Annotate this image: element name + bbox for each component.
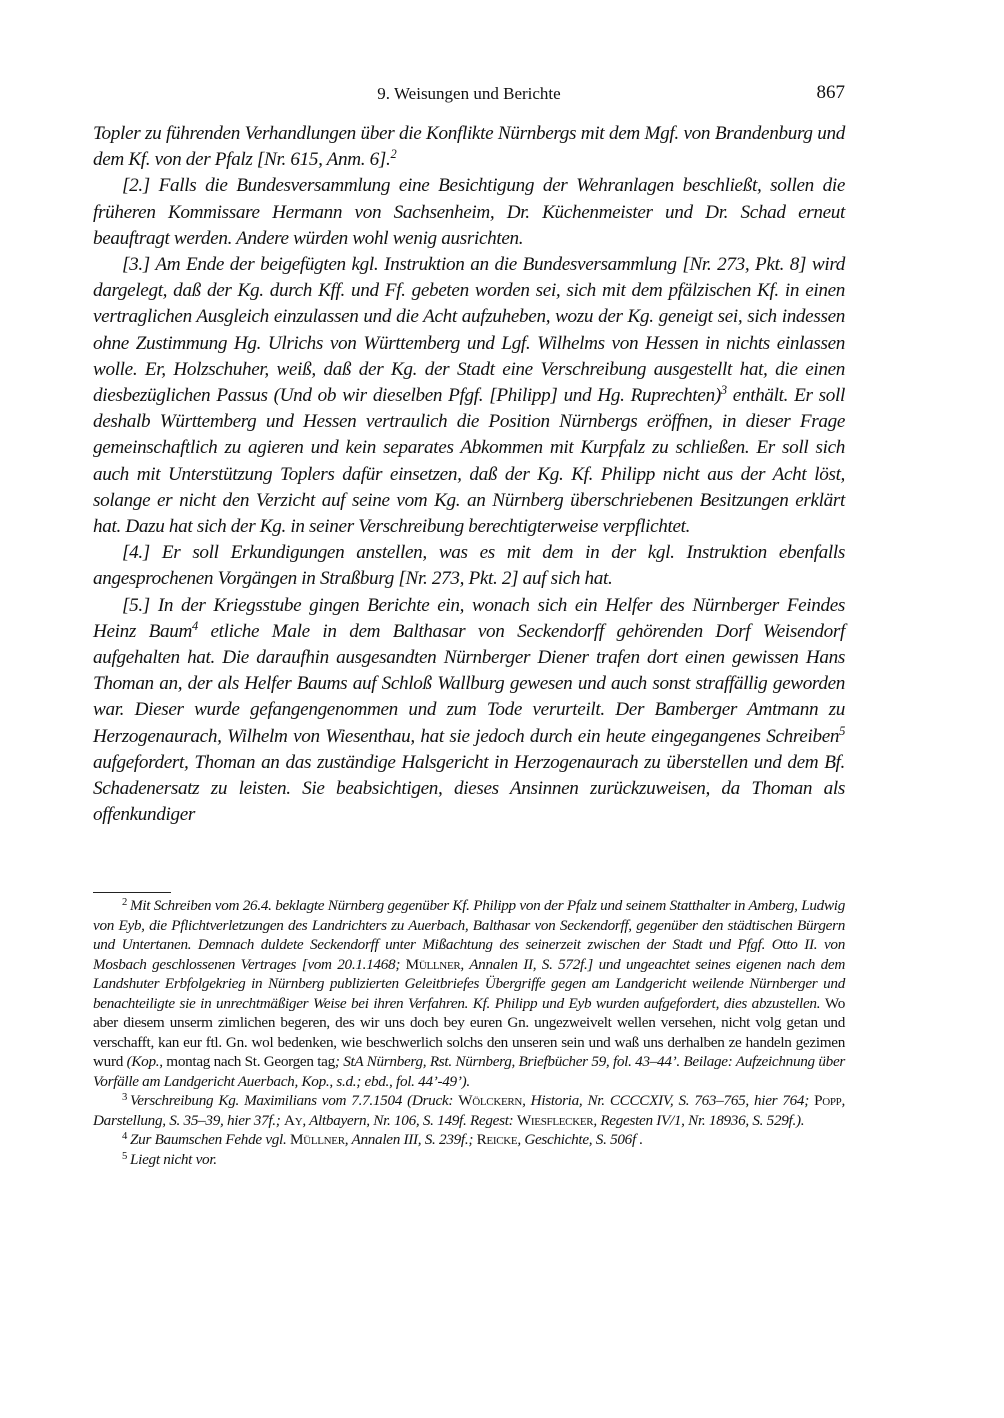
footnote-ref-4[interactable]: 4 (191, 619, 198, 633)
footnote-4: $^4$ Zur Baumschen Fehde vgl. Müllner, Annalen III, S. 239f.; Reicke, Geschichte, S. 506f . (122, 1131, 643, 1148)
footnote-ref-5[interactable]: 5 (839, 723, 845, 738)
footnotes (93, 896, 845, 1169)
paragraph-5: [5.] In der Kriegsstube gingen Berichte ein, wonach sich ein Helfer des Nürnberger Feindes Heinz Baum$^4$ etliche Male in dem Balthasar von Seckendorff gehörenden Dorf Weisendorf aufgehalten hat. Die daraufhin ausgesandten Nürnberger Diener trafen dort einen gewissen Hans Thoman an, der als Helfer Baums auf Schloß Wallburg gewesen und auch sonst straffällig geworden war. Dieser wurde gefangengenommen und zum Tode verurteilt. Der Bamberger Amtmann zu Herzogenaurach, Wilhelm von Wiesenthau, hat sie jedoch durch ein heute eingegangenes Schreiben$^5$ aufgefordert, Thoman an das zuständige Halsgericht in Herzogenaurach zu überstellen und dem Bf. Schadenersatz zu leisten. Sie beabsichtigen, dieses Ansinnen zurückzuweisen, da Thoman als offenkundiger (93, 594, 845, 826)
running-header (93, 82, 845, 106)
footnote-ref-2[interactable]: 2 (390, 147, 397, 162)
main-text (93, 121, 845, 828)
footnote-separator (93, 892, 171, 893)
paragraph-4: [4.] Er soll Erkundigungen anstellen, was es mit dem in der kgl. Instruktion ebenfalls angesprochenen Vorgängen in Straßburg [Nr. 273, Pkt. 2] auf sich hat. (93, 542, 845, 590)
footnote-5: $^5$ Liegt nicht vor. (122, 1150, 217, 1168)
page-number: 867 (816, 82, 845, 103)
paragraph-1: Topler zu führenden Verhandlungen über die Konflikte Nürnbergs mit dem Mgf. von Brandenburg und dem Kf. von der Pfalz [Nr. 615, Anm. 6].$^2$ (93, 123, 845, 171)
paragraph-2: [2.] Falls die Bundesversammlung eine Besichtigung der Wehranlagen beschließt, sollen die früheren Kommissare Hermann von Sachsenheim, Dr. Küchenmeister und Dr. Schad erneut beauftragt werden. Andere würden wohl wenig ausrichten. (93, 175, 845, 249)
footnote-2: $^2$ Mit Schreiben vom 26.4. beklagte Nürnberg gegenüber Kf. Philipp von der Pfalz und seinem Statthalter in Amberg, Ludwig von Eyb, die Pflichtverletzungen des Landrichters zu Auerbach, Balthasar von Seckendorff, gegenüber den städtischen Bürgern und Untertanen. Demnach duldete Seckendorff unter Mißachtung des seinerzeit zwischen der Stadt und Pfgf. Otto II. von Mosbach geschlossenen Vertrages [vom 20.1.1468; Müllner, Annalen II, S. 572f.] und ungeachtet seines eigenen nach dem Landshuter Erbfolgekrieg in Nürnberg publizierten Geleitbriefes Übergriffe gegen am Landgericht weilende Nürnberger und benachteiligte sie in unrechtmäßiger Weise bei ihren Verfahren. Kf. Philipp und Eyb wurden aufgefordert, dies abzustellen. Wo aber diesem unserm zimlichen begeren, des wir uns doch bey euren Gn. ungezweivelt wellen versehen, nicht volg getan und verschafft, kan eur ftl. Gn. wol bedenken, wie beschwerlich solchs den unseren sein und waß uns derhalben ze handeln gezimen wurd (Kop., montag nach St. Georgen tag; StA Nürnberg, Rst. Nürnberg, Briefbücher 59, fol. 43–44’. Beilage: Aufzeichnung über Vorfälle am Landgericht Auerbach, Kop., s.d.; ebd., fol. 44’-49’). (93, 897, 846, 1090)
footnote-ref-3[interactable]: 3 (720, 383, 727, 398)
running-title: 9. Weisungen und Berichte (377, 84, 561, 103)
footnote-3: $^3$ Verschreibung Kg. Maximilians vom 7.7.1504 (Druck: Wölckern, Historia, Nr. CCCCXIV, S. 763–765, hier 764; Popp, Darstellung, S. 35–39, hier 37f.; Ay, Altbayern, Nr. 106, S. 149f. Regest: Wiesflecker, Regesten IV/1, Nr. 18936, S. 529f.). (93, 1092, 845, 1129)
paragraph-3: [3.] Am Ende der beigefügten kgl. Instruktion an die Bundesversammlung [Nr. 273, Pkt. 8] wird dargelegt, daß der Kg. durch Kff. und Ff. gebeten worden sei, sich mit dem pfälzischen Kf. in einen vertraglichen Ausgleich einzulassen und die Acht aufzuheben, wozu der Kg. geneigt sei, sich indessen ohne Zustimmung Hg. Ulrichs von Württemberg und Lgf. Wilhelms von Hessen in nichts einlassen wolle. Er, Holzschuher, weiß, daß der Kg. der Stadt eine Verschreibung ausgestellt hat, die einen diesbezüglichen Passus (Und ob wir dieselben Pfgf. [Philipp] und Hg. Ruprechten)$^3$ enthält. Er soll deshalb Württemberg und Hessen vertraulich die Position Nürnbergs eröffnen, in dieser Frage gemeinschaftlich zu agieren und kein separates Abkommen mit Kurpfalz zu schließen. Er soll sich auch mit Unterstützung Toplers dafür einsetzen, daß der Kg. Kf. Philipp nicht aus der Acht löst, solange er nicht den Verzicht auf seine vom Kg. an Nürnberg überschriebenen Besitzungen erklärt hat. Dazu hat sich der Kg. in seiner Verschreibung berechtigterweise verpflichtet. (93, 254, 845, 538)
